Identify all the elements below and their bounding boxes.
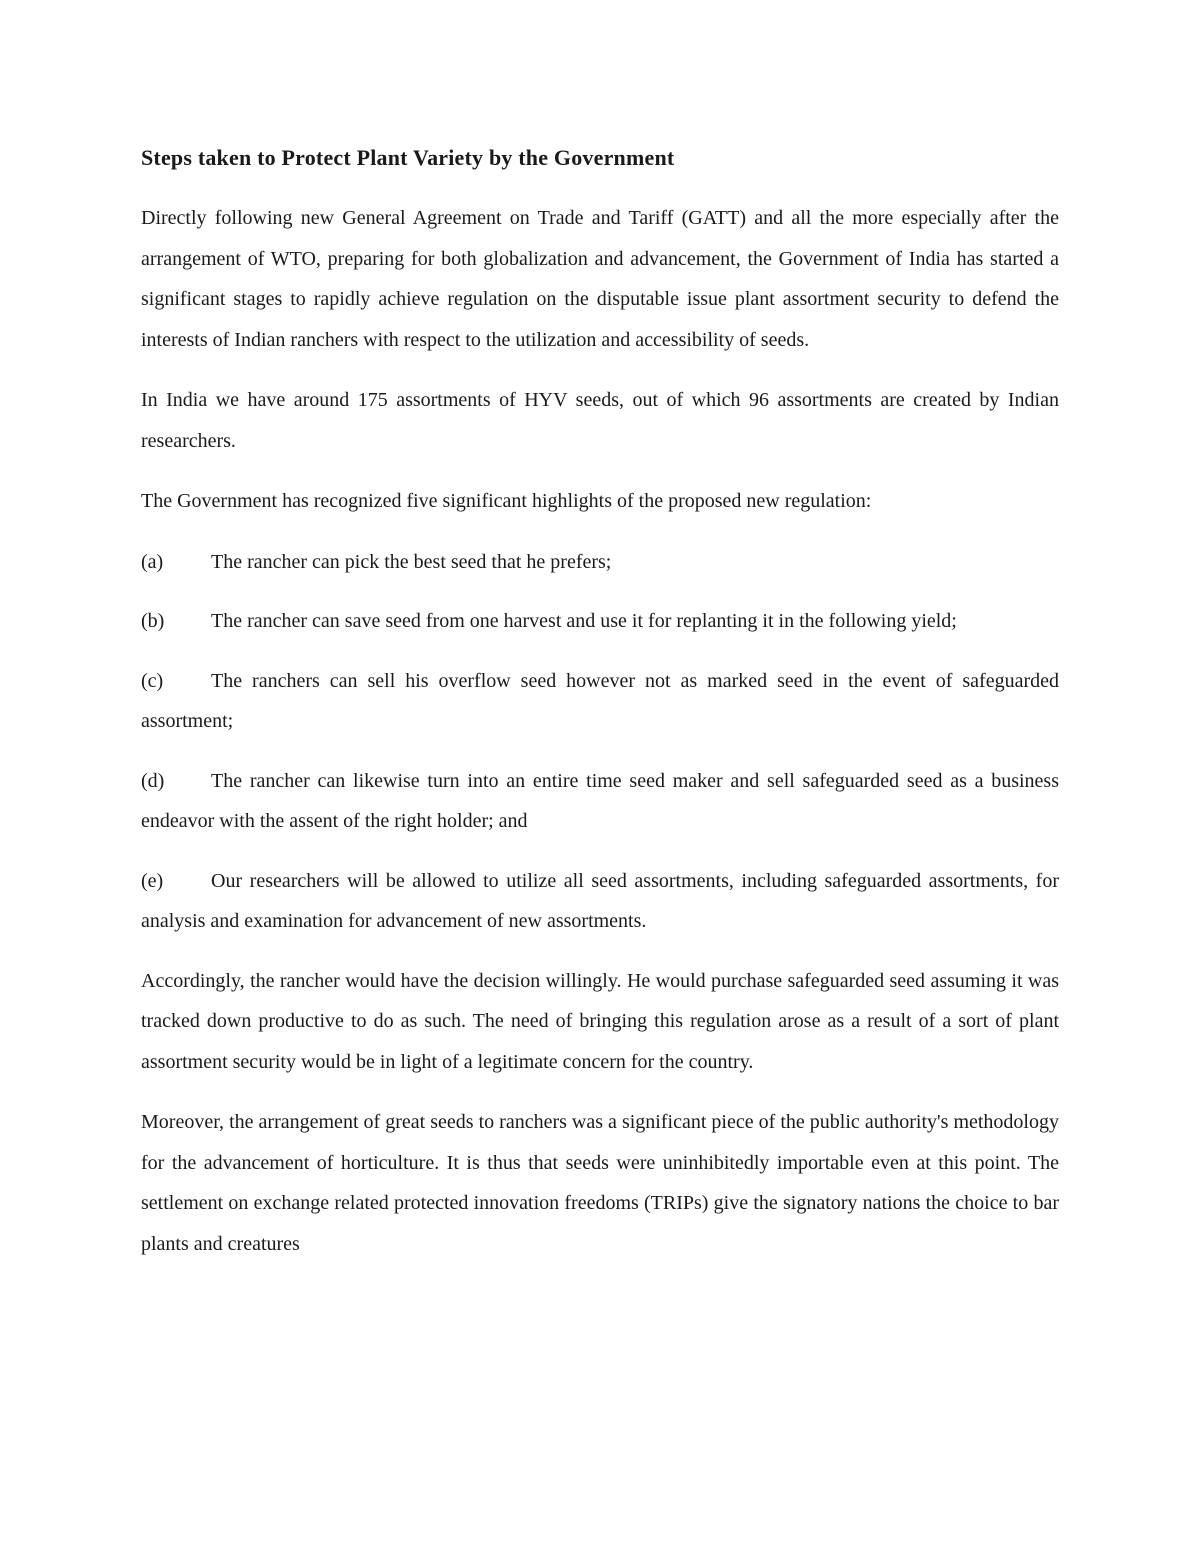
- list-item-text: The rancher can save seed from one harvest and use it for replanting it in the following yield;: [211, 610, 957, 632]
- list-item-label: (b): [141, 610, 165, 632]
- list-item-text: The ranchers can sell his overflow seed however not as marked seed in the event of safeguarded assortment;: [141, 669, 1059, 732]
- list-item-text: The rancher can likewise turn into an entire time seed maker and sell safeguarded seed as a business endeavor with the assent of the right holder; and: [141, 769, 1059, 832]
- paragraph-hyv-seeds: In India we have around 175 assortments of HYV seeds, out of which 96 assortments are created by Indian researchers.: [141, 389, 1059, 452]
- paragraph-highlights-lead: The Government has recognized five significant highlights of the proposed new regulation:: [141, 490, 872, 512]
- paragraph-moreover: Moreover, the arrangement of great seeds to ranchers was a significant piece of the public authority's methodology for the advancement of horticulture. It is thus that seeds were uninhibitedly importable even at this point. The settlement on exchange related protected innovation freedoms (TRIPs) give the signatory nations the choice to bar plants and creatures: [141, 1111, 1059, 1255]
- list-item-text: The rancher can pick the best seed that he prefers;: [211, 550, 612, 573]
- list-item: [141, 761, 1059, 842]
- list-item-label: (c): [141, 669, 164, 692]
- list-item: [141, 661, 1059, 742]
- paragraph-accordingly: Accordingly, the rancher would have the decision willingly. He would purchase safeguarded seed assuming it was tracked down productive to do as such. The need of bringing this regulation arose as a result of a sort of plant assortment security would be in light of a legitimate concern for the country.: [141, 969, 1059, 1073]
- list-item-text: Our researchers will be allowed to utilize all seed assortments, including safeguarded assortments, for analysis and examination for advancement of new assortments.: [141, 869, 1059, 932]
- document-body: [141, 140, 1059, 1284]
- list-item: [141, 542, 1059, 583]
- list-item-label: (e): [141, 869, 164, 892]
- list-item-label: (a): [141, 550, 164, 573]
- list-item: [141, 861, 1059, 942]
- list-item: [141, 601, 1059, 642]
- document-title: Steps taken to Protect Plant Variety by the Government: [141, 145, 675, 170]
- list-item-label: (d): [141, 769, 165, 792]
- paragraph-intro: Directly following new General Agreement on Trade and Tariff (GATT) and all the more especially after the arrangement of WTO, preparing for both globalization and advancement, the Government of India has started a significant stages to rapidly achieve regulation on the disputable issue plant assortment security to defend the interests of Indian ranchers with respect to the utilization and accessibility of seeds.: [141, 207, 1059, 351]
